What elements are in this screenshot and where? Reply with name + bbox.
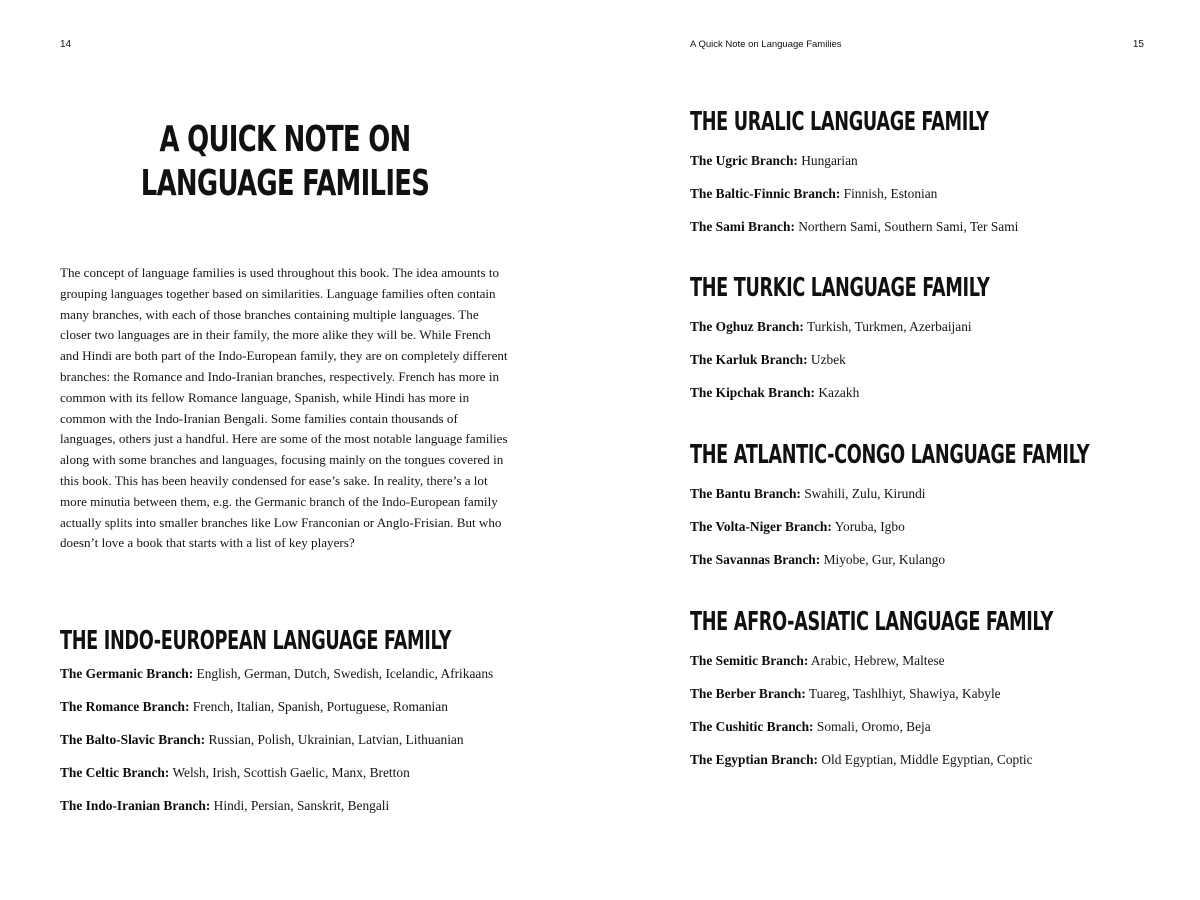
branch-languages: Hungarian (801, 153, 858, 168)
branch-item (690, 219, 1129, 235)
branch-item (690, 352, 1130, 368)
branch-name: The Bantu Branch: (690, 486, 801, 501)
branch-name: The Volta-Niger Branch: (690, 519, 832, 534)
branch-item (690, 552, 1200, 568)
branch-languages: Somali, Oromo, Beja (816, 719, 931, 734)
family-heading: THE ATLANTIC-CONGO LANGUAGE FAMILY (690, 440, 1090, 470)
family-turkic (690, 273, 1130, 401)
branch-item (690, 486, 1200, 502)
branch-item (690, 153, 1129, 169)
family-indo-european (60, 626, 635, 814)
branch-name: The Savannas Branch: (690, 552, 821, 567)
branch-languages: Old Egyptian, Middle Egyptian, Coptic (821, 752, 1033, 767)
branch-item (690, 719, 1200, 735)
intro-paragraph: The concept of language families is used throughout this book. The idea amounts to grouping languages together based on similarities. Language families often contain many branches, with each of those branches containing multiple languages. The closer two languages are in their family, the more alike they will be. While French and Hindi are both part of the Indo-European family, they are on completely different branches: the Romance and Indo-Iranian branches, respectively. French has more in common with its fellow Romance language, Spanish, while Hindi has more in common with the Indo-Iranian Bengali. Some families contain thousands of languages, others just a handful. Here are some of the most notable language families along with some branches and languages, focusing mainly on the tongues covered in this book. This has been heavily condensed for ease’s sake. In reality, there’s a lot more minutia between them, e.g. the Germanic branch of the Indo-European family actually splits into smaller branches like Low Franconian or Anglo-Frisian. But who doesn’t love a book that starts with a list of key players? (60, 265, 508, 551)
branch-item (690, 686, 1200, 702)
branch-name: The Indo-Iranian Branch: (60, 798, 211, 813)
branch-list (60, 666, 635, 814)
branch-item (690, 319, 1130, 335)
branch-name: The Semitic Branch: (690, 653, 809, 668)
branch-languages: Finnish, Estonian (843, 186, 938, 201)
branch-name: The Balto-Slavic Branch: (60, 732, 206, 747)
family-heading: THE AFRO-ASIATIC LANGUAGE FAMILY (690, 607, 1054, 637)
branch-item (60, 666, 635, 682)
branch-name: The Celtic Branch: (60, 765, 170, 780)
branch-languages: Miyobe, Gur, Kulango (823, 552, 946, 567)
family-uralic (690, 107, 1129, 235)
branch-languages: Swahili, Zulu, Kirundi (804, 486, 926, 501)
branch-languages: Welsh, Irish, Scottish Gaelic, Manx, Bretton (172, 765, 410, 780)
branch-languages: Arabic, Hebrew, Maltese (810, 653, 945, 668)
branch-languages: Northern Sami, Southern Sami, Ter Sami (798, 219, 1019, 234)
family-atlantic-congo (690, 440, 1200, 568)
branch-name: The Karluk Branch: (690, 352, 808, 367)
page-number-right: 15 (1132, 39, 1144, 50)
branch-name: The Germanic Branch: (60, 666, 194, 681)
branch-item (60, 765, 635, 781)
chapter-title (123, 118, 447, 206)
right-page (600, 0, 1200, 900)
branch-item (60, 699, 635, 715)
branch-languages: Russian, Polish, Ukrainian, Latvian, Lithuanian (208, 732, 464, 747)
branch-languages: Kazakh (818, 385, 860, 400)
branch-item (60, 798, 635, 814)
page-number-left: 14 (60, 39, 72, 50)
branch-list (690, 653, 1200, 768)
branch-name: The Sami Branch: (690, 219, 795, 234)
branch-item (690, 385, 1130, 401)
branch-name: The Baltic-Finnic Branch: (690, 186, 841, 201)
branch-languages: French, Italian, Spanish, Portuguese, Romanian (192, 699, 448, 714)
branch-languages: Tuareg, Tashlhiyt, Shawiya, Kabyle (808, 686, 1001, 701)
branch-languages: English, German, Dutch, Swedish, Icelandic, Afrikaans (196, 666, 494, 681)
branch-item (690, 653, 1200, 669)
branch-name: The Berber Branch: (690, 686, 806, 701)
branch-languages: Turkish, Turkmen, Azerbaijani (806, 319, 972, 334)
family-heading: THE URALIC LANGUAGE FAMILY (690, 107, 989, 137)
branch-item (690, 752, 1200, 768)
chapter-title-line-2: LANGUAGE FAMILIES (140, 163, 430, 204)
branch-languages: Hindi, Persian, Sanskrit, Bengali (213, 798, 390, 813)
branch-name: The Kipchak Branch: (690, 385, 816, 400)
family-heading: THE INDO-EUROPEAN LANGUAGE FAMILY (60, 626, 452, 656)
branch-list (690, 153, 1129, 235)
branch-item (60, 732, 635, 748)
branch-item (690, 519, 1200, 535)
branch-languages: Uzbek (810, 352, 846, 367)
branch-list (690, 319, 1130, 401)
chapter-title-line-1: A QUICK NOTE ON (159, 119, 411, 160)
branch-item (690, 186, 1129, 202)
branch-name: The Oghuz Branch: (690, 319, 804, 334)
running-head: A Quick Note on Language Families (690, 39, 842, 50)
family-afro-asiatic (690, 607, 1200, 768)
branch-name: The Cushitic Branch: (690, 719, 814, 734)
family-heading: THE TURKIC LANGUAGE FAMILY (690, 273, 990, 303)
branch-name: The Romance Branch: (60, 699, 190, 714)
branch-languages: Yoruba, Igbo (834, 519, 905, 534)
branch-name: The Egyptian Branch: (690, 752, 818, 767)
branch-list (690, 486, 1200, 568)
branch-name: The Ugric Branch: (690, 153, 798, 168)
